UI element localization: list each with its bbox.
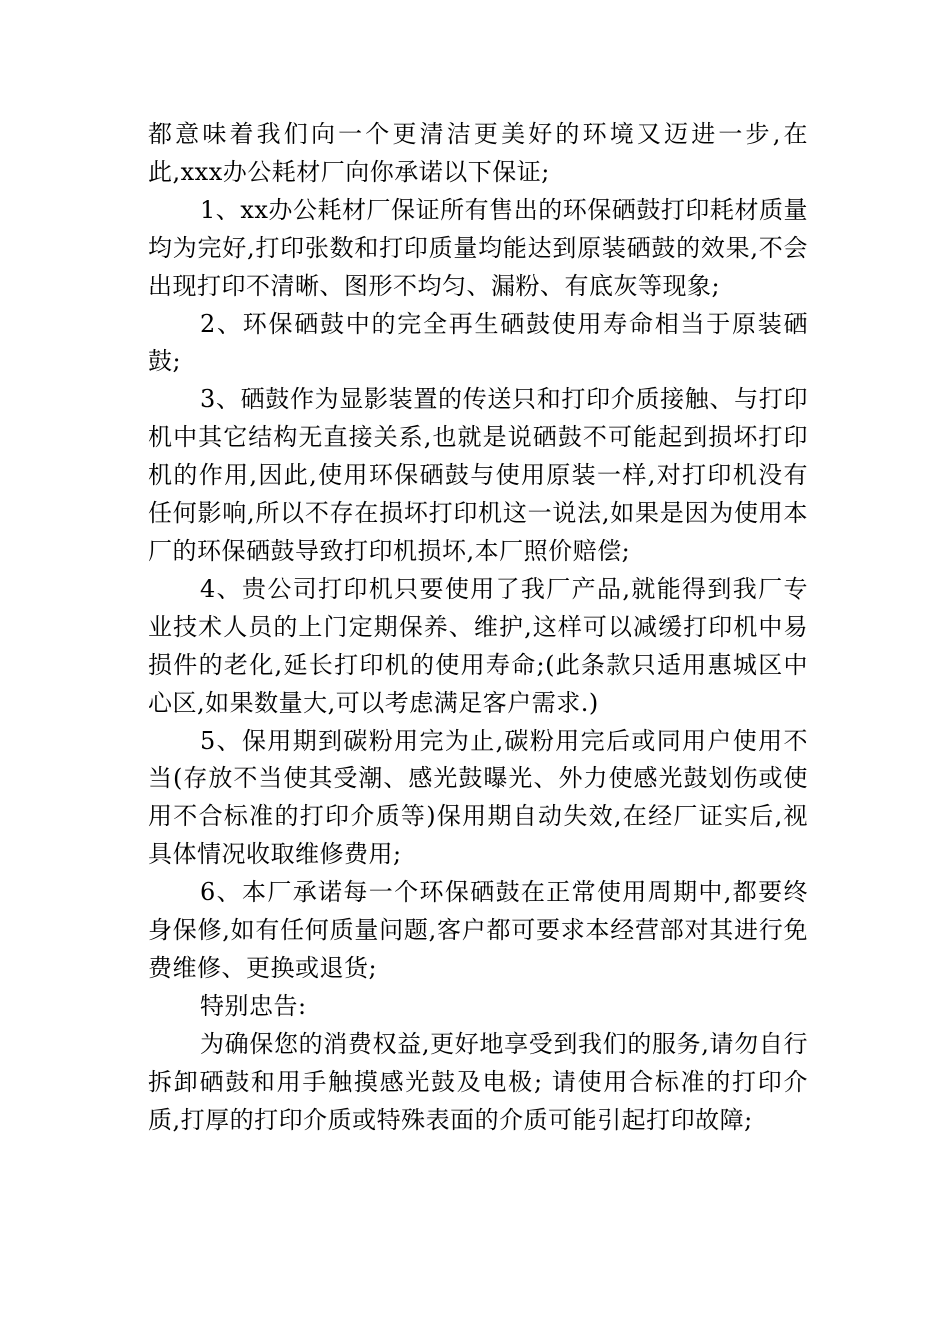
paragraph-item-4: 4、贵公司打印机只要使用了我厂产品,就能得到我厂专业技术人员的上门定期保养、维护,这样可以减缓打印机中易损件的老化,延长打印机的使用寿命;(此条款只适用惠城区中心区,如果数量大,可以考虑满足客户需求.) (148, 574, 808, 717)
paragraph-intro: 都意味着我们向一个更清洁更美好的环境又迈进一步,在此,xxx办公耗材厂向你承诺以下保证; (148, 120, 808, 186)
paragraph-item-5: 5、保用期到碳粉用完为止,碳粉用完后或同用户使用不当(存放不当使其受潮、感光鼓曝光、外力使感光鼓划伤或使用不合标准的打印介质等)保用期自动失效,在经厂证实后,视具体情况收取维修费用; (148, 726, 808, 869)
paragraph-item-6: 6、本厂承诺每一个环保硒鼓在正常使用周期中,都要终身保修,如有任何质量问题,客户都可要求本经营部对其进行免费维修、更换或退货; (148, 878, 808, 982)
special-notice-heading: 特别忠告: (200, 991, 307, 1020)
paragraph-item-1: 1、xx办公耗材厂保证所有售出的环保硒鼓打印耗材质量均为完好,打印张数和打印质量均能达到原装硒鼓的效果,不会出现打印不清晰、图形不均匀、漏粉、有底灰等现象; (148, 195, 808, 300)
paragraph-item-3: 3、硒鼓作为显影装置的传送只和打印介质接触、与打印机中其它结构无直接关系,也就是说硒鼓不可能起到损坏打印机的作用,因此,使用环保硒鼓与使用原装一样,对打印机没有任何影响,所以不存在损坏打印机这一说法,如果是因为使用本厂的环保硒鼓导致打印机损坏,本厂照价赔偿; (148, 385, 808, 565)
paragraph-item-2: 2、环保硒鼓中的完全再生硒鼓使用寿命相当于原装硒鼓; (148, 309, 808, 376)
document-body (148, 116, 808, 1139)
special-notice-text: 为确保您的消费权益,更好地享受到我们的服务,请勿自行拆卸硒鼓和用手触摸感光鼓及电极; 请使用合标准的打印介质,打厚的打印介质或特殊表面的介质可能引起打印故障; (148, 1029, 808, 1134)
